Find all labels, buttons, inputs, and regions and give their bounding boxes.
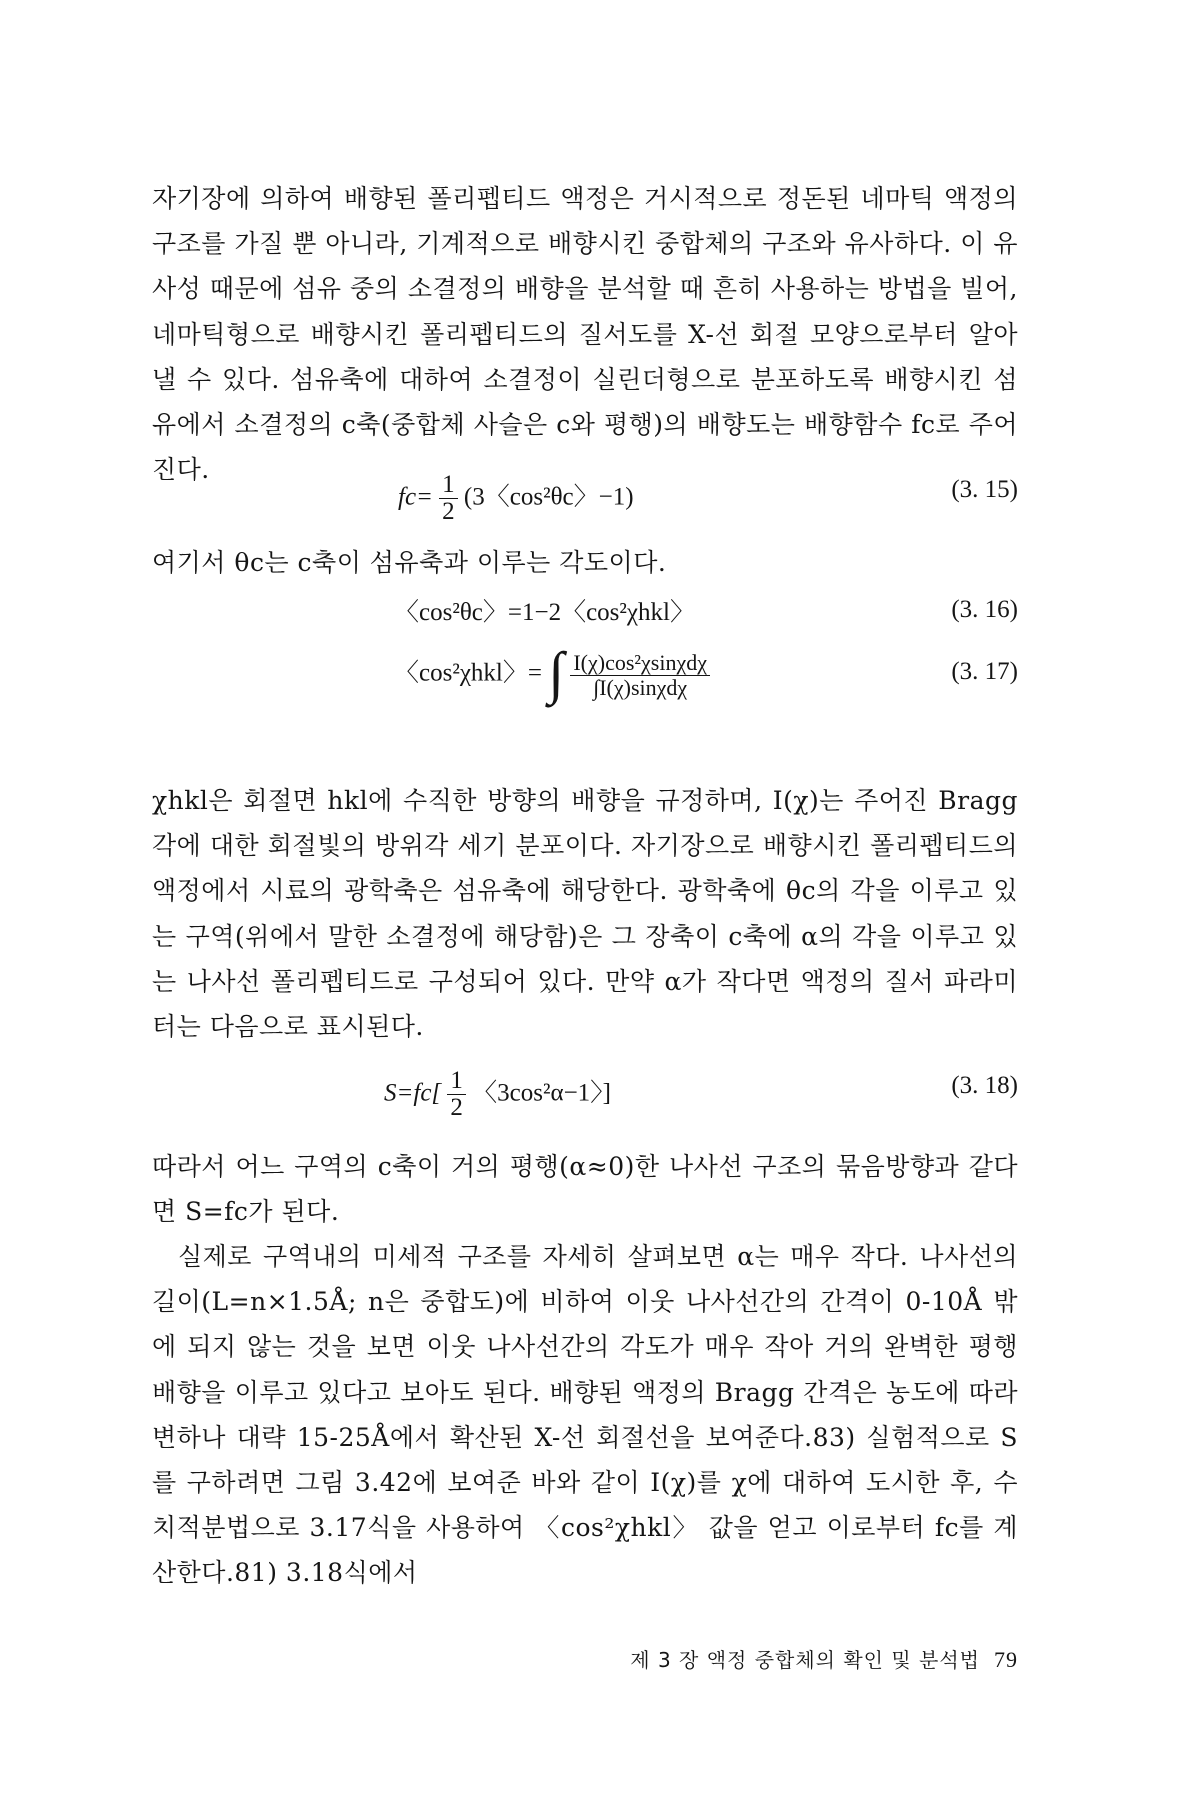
equation-3-17-lhs: 〈cos²χhkl〉= (394, 659, 542, 687)
equation-3-17-denominator: ∫I(χ)sinχdχ (593, 674, 688, 700)
integral-sign: ∫ (548, 640, 565, 705)
chapter-title: 제 3 장 액정 중합체의 확인 및 분석법 (630, 1648, 980, 1672)
equation-3-18-label: (3. 18) (951, 1072, 1018, 1099)
equation-3-17-math (394, 640, 710, 705)
running-footer (630, 1644, 1018, 1673)
equation-3-15-label: (3. 15) (951, 476, 1018, 503)
equation-3-15-rhs: (3〈cos²θc〉−1) (463, 483, 634, 511)
equation-3-17-fraction (570, 651, 710, 698)
equation-3-15-denominator: 2 (442, 498, 455, 526)
equation-3-15 (152, 472, 1018, 532)
equation-3-17 (152, 640, 1018, 750)
equation-3-15-numerator: 1 (439, 472, 458, 499)
equation-3-18 (152, 1068, 1018, 1128)
paragraph-2: 여기서 θc는 c축이 섬유축과 이루는 각도이다. (152, 548, 667, 577)
paragraph-1: 자기장에 의하여 배향된 폴리펩티드 액정은 거시적으로 정돈된 네마틱 액정의 구조를 가질 뿐 아니라, 기계적으로 배향시킨 중합체의 구조와 유사하다. 이 유사성 때문에 섬유 중의 소결정의 배향을 분석할 때 흔히 사용하는 방법을 빌어, 네마틱형으로 배향시킨 폴리펩티드의 질서도를 X-선 회절 모양으로부터 알아낼 수 있다. 섬유축에 대하여 소결정이 실린더형으로 분포하도록 배향시킨 섬유에서 소결정의 c축(중합체 사슬은 c와 평행)의 배향도는 배향함수 fc로 주어진다. (152, 184, 1018, 485)
equation-3-18-denominator: 2 (450, 1094, 463, 1122)
equation-3-18-rhs: 〈3cos²α−1〉] (472, 1079, 611, 1107)
equation-3-15-math (398, 472, 634, 526)
paragraph-3: χhkl은 회절면 hkl에 수직한 방향의 배향을 규정하며, I(χ)는 주어진 Bragg 각에 대한 회절빛의 방위각 세기 분포이다. 자기장으로 배향시킨 폴리펩티드의 액정에서 시료의 광학축은 섬유축에 해당한다. 광학축에 θc의 각을 이루고 있는 구역(위에서 말한 소결정에 해당함)은 그 장축이 c축에 α의 각을 이루고 있는 나사선 폴리펩티드로 구성되어 있다. 만약 α가 작다면 액정의 질서 파라미터는 다음으로 표시된다. (152, 786, 1018, 1042)
paragraph-4: 따라서 어느 구역의 c축이 거의 평행(α≈0)한 나사선 구조의 묶음방향과 같다면 S=fc가 된다. (152, 1152, 1018, 1227)
page-number: 79 (994, 1647, 1018, 1672)
equation-3-18-numerator: 1 (447, 1068, 466, 1095)
equation-3-18-fraction (447, 1068, 466, 1122)
equation-3-15-fraction (439, 472, 458, 526)
equation-3-17-label: (3. 17) (951, 658, 1018, 685)
equation-3-16-label: (3. 16) (951, 596, 1018, 623)
equation-3-17-numerator: I(χ)cos²χsinχdχ (570, 651, 710, 675)
paragraph-5: 실제로 구역내의 미세적 구조를 자세히 살펴보면 α는 매우 작다. 나사선의 길이(L=n×1.5Å; n은 중합도)에 비하여 이웃 나사선간의 간격이 0-10Å 밖에 되지 않는 것을 보면 이웃 나사선간의 각도가 매우 작아 거의 완벽한 평행 배향을 이루고 있다고 보아도 된다. 배향된 액정의 Bragg 간격은 농도에 따라 변하나 대략 15-25Å에서 확산된 X-선 회절선을 보여준다.83) 실험적으로 S를 구하려면 그림 3.42에 보여준 바와 같이 I(χ)를 χ에 대하여 도시한 후, 수치적분법으로 3.17식을 사용하여 〈cos²χhkl〉 값을 얻고 이로부터 fc를 계산한다.81) 3.18식에서 (152, 1242, 1018, 1588)
equation-3-15-lhs: fc= (398, 483, 433, 511)
equation-3-16-math: 〈cos²θc〉=1−2〈cos²χhkl〉 (394, 599, 695, 626)
equation-3-18-math (384, 1068, 611, 1122)
equation-3-18-lhs: S=fc[ (384, 1079, 442, 1107)
